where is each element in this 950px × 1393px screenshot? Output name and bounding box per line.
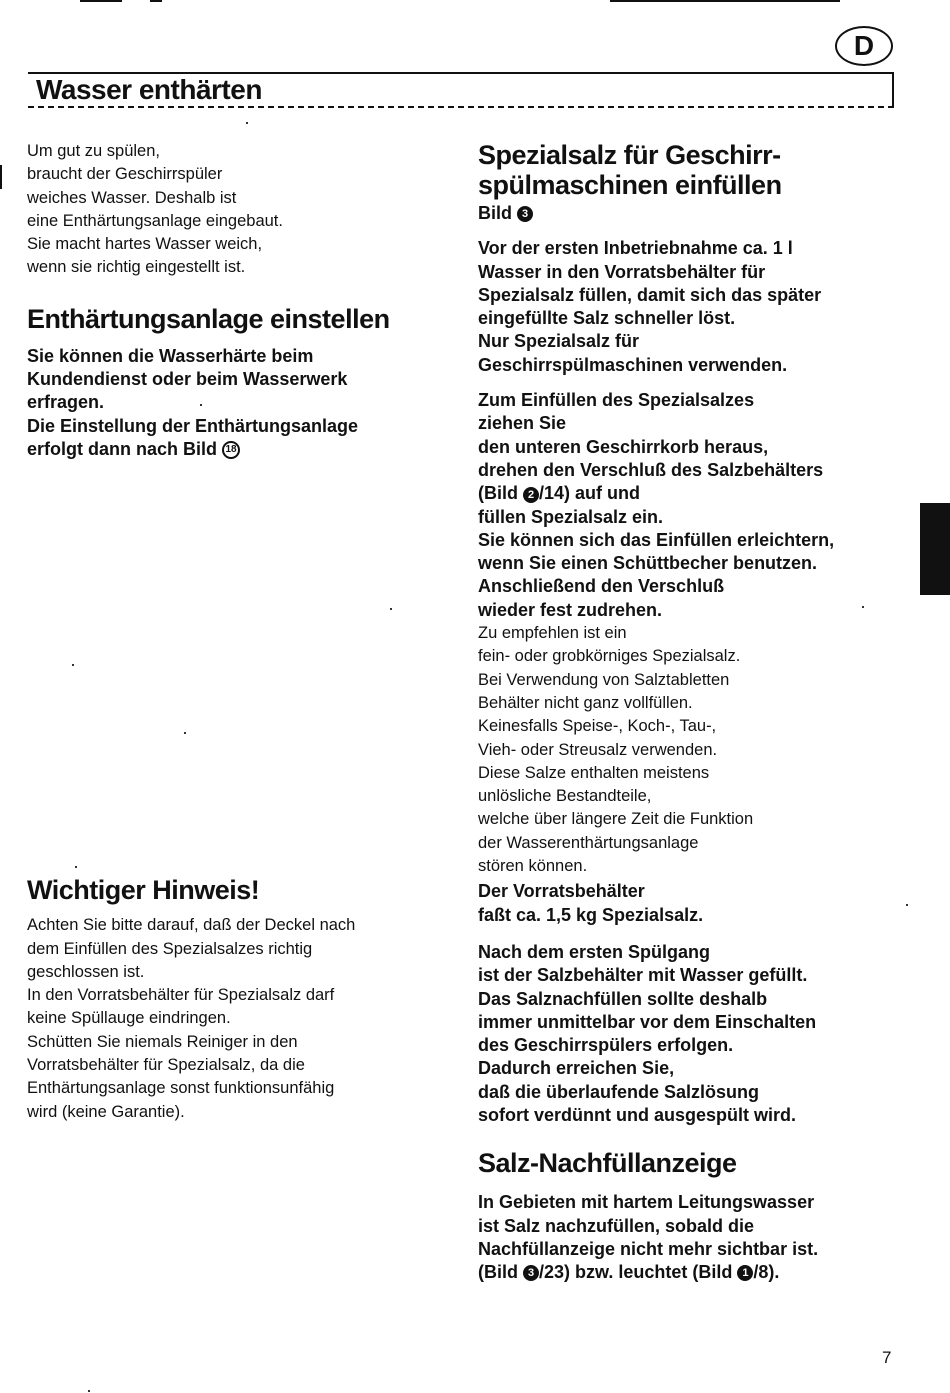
salt-heading-line-1: Spezialsalz für Geschirr-	[478, 140, 781, 170]
fill-line: füllen Spezialsalz ein.	[478, 506, 664, 527]
after-rinse-line: Dadurch erreichen Sie,	[478, 1058, 675, 1079]
section-title: Wasser enthärten	[36, 74, 262, 105]
header-rule-bottom	[28, 106, 894, 108]
advice-line: stören können.	[478, 857, 588, 876]
scan-speck	[906, 904, 908, 906]
capacity-line: Der Vorratsbehälter	[478, 881, 645, 902]
advice-paragraph	[478, 622, 908, 878]
notice-line: Schütten Sie niemals Reiniger in den	[27, 1032, 298, 1051]
first-use-line: Nur Spezialsalz für	[478, 331, 640, 352]
first-use-line: Vor der ersten Inbetriebnahme ca. 1 l	[478, 238, 793, 259]
scan-speck	[88, 1390, 90, 1392]
scan-speck	[72, 664, 74, 666]
notice-line: In den Vorratsbehälter für Spezialsalz darf	[27, 986, 335, 1005]
refill-heading: Salz-Nachfüllanzeige	[478, 1148, 737, 1179]
refill-line: In Gebieten mit hartem Leitungswasser	[478, 1192, 815, 1213]
intro-line: braucht der Geschirrspüler	[27, 165, 223, 184]
fill-line: Anschließend den Verschluß	[478, 576, 725, 597]
after-rinse-line: immer unmittelbar vor dem Einschalten	[478, 1011, 817, 1032]
setup-last-text: erfolgt dann nach Bild	[27, 438, 218, 459]
notice-paragraph	[27, 914, 437, 1124]
salt-figure-ref	[478, 202, 908, 225]
after-rinse-line: daß die überlaufende Salzlösung	[478, 1081, 760, 1102]
fill-line: drehen den Verschluß des Salzbehälters	[478, 459, 824, 480]
intro-line: weiches Wasser. Deshalb ist	[27, 188, 237, 207]
setup-line: erfragen.	[27, 392, 105, 413]
refill-paragraph	[478, 1191, 908, 1284]
fill-line: den unteren Geschirrkorb heraus,	[478, 436, 769, 457]
capacity-line: faßt ca. 1,5 kg Spezialsalz.	[478, 904, 704, 925]
capacity-paragraph	[478, 880, 908, 927]
intro-line: wenn sie richtig eingestellt ist.	[27, 258, 246, 277]
page-number: 7	[882, 1348, 892, 1367]
advice-line: Behälter nicht ganz vollfüllen.	[478, 693, 693, 712]
figure-ref-icon: 1	[737, 1265, 753, 1281]
fill-line: Sie können sich das Einfüllen erleichtern,	[478, 529, 835, 550]
fill-line: wenn Sie einen Schüttbecher benutzen.	[478, 553, 818, 574]
refill-ref-text: (Bild	[478, 1262, 518, 1283]
intro-line: Sie macht hartes Wasser weich,	[27, 235, 263, 254]
refill-ref-text: /8).	[753, 1262, 780, 1283]
first-use-line: Geschirrspülmaschinen verwenden.	[478, 354, 788, 375]
refill-line: ist Salz nachzufüllen, sobald die	[478, 1215, 755, 1236]
advice-line: fein- oder grobkörniges Spezialsalz.	[478, 647, 741, 666]
scan-speck	[184, 732, 186, 734]
section-header	[28, 72, 894, 108]
top-rule-left	[80, 0, 122, 2]
left-column	[27, 140, 437, 1124]
advice-line: Bei Verwendung von Salztabletten	[478, 670, 730, 689]
fill-line	[478, 482, 908, 505]
scan-speck	[200, 404, 202, 406]
advice-line: Vieh- oder Streusalz verwenden.	[478, 740, 718, 759]
notice-heading: Wichtiger Hinweis!	[27, 875, 260, 906]
top-rule-mid	[150, 0, 162, 2]
setup-line: Sie können die Wasserhärte beim	[27, 345, 314, 366]
fill-line: wieder fest zudrehen.	[478, 599, 663, 620]
setup-paragraph	[27, 345, 437, 461]
intro-paragraph	[27, 140, 437, 280]
notice-line: dem Einfüllen des Spezialsalzes richtig	[27, 939, 313, 958]
right-column	[478, 140, 908, 1284]
advice-line: Diese Salze enthalten meistens	[478, 763, 710, 782]
after-rinse-line: Das Salznachfüllen sollte deshalb	[478, 988, 768, 1009]
advice-line: der Wasserenthärtungsanlage	[478, 833, 699, 852]
setup-heading: Enthärtungsanlage einstellen	[27, 303, 390, 334]
setup-line	[27, 438, 437, 461]
refill-line: Nachfüllanzeige nicht mehr sichtbar ist.	[478, 1238, 819, 1259]
advice-line: Zu empfehlen ist ein	[478, 624, 627, 643]
scan-speck	[390, 608, 392, 610]
scan-speck	[862, 606, 864, 608]
notice-line: geschlossen ist.	[27, 962, 145, 981]
after-rinse-line: ist der Salzbehälter mit Wasser gefüllt.	[478, 965, 808, 986]
intro-line: Um gut zu spülen,	[27, 142, 160, 160]
first-use-line: eingefüllte Salz schneller löst.	[478, 308, 736, 329]
scan-speck	[75, 866, 77, 868]
figure-ref-icon: 3	[517, 206, 533, 222]
salt-heading-line-2: spülmaschinen einfüllen	[478, 170, 782, 200]
notice-line: wird (keine Garantie).	[27, 1102, 185, 1121]
fill-ref-close: /14) auf und	[539, 483, 641, 504]
after-rinse-line: Nach dem ersten Spülgang	[478, 941, 711, 962]
advice-line: Keinesfalls Speise-, Koch-, Tau-,	[478, 717, 717, 736]
figure-label: Bild	[478, 203, 512, 223]
figure-ref-icon: 2	[523, 487, 539, 503]
notice-line: Vorratsbehälter für Spezialsalz, da die	[27, 1056, 305, 1075]
first-use-line: Spezialsalz füllen, damit sich das später	[478, 284, 822, 305]
fill-paragraph	[478, 389, 908, 622]
setup-line: Kundendienst oder beim Wasserwerk	[27, 369, 348, 390]
refill-line	[478, 1261, 908, 1284]
notice-line: keine Spüllauge eindringen.	[27, 1009, 231, 1028]
intro-line: eine Enthärtungsanlage eingebaut.	[27, 211, 283, 230]
scan-speck	[246, 122, 248, 124]
advice-line: welche über längere Zeit die Funktion	[478, 810, 754, 829]
header-rule-right	[892, 72, 894, 108]
fill-ref-open: (Bild	[478, 483, 518, 504]
after-rinse-line: des Geschirrspülers erfolgen.	[478, 1035, 734, 1056]
margin-mark	[0, 165, 2, 189]
notice-line: Enthärtungsanlage sonst funktionsunfähig	[27, 1079, 335, 1098]
language-badge: D	[835, 26, 893, 66]
setup-line: Die Einstellung der Enthärtungsanlage	[27, 415, 359, 436]
advice-line: unlösliche Bestandteile,	[478, 787, 652, 806]
notice-line: Achten Sie bitte darauf, daß der Deckel nach	[27, 916, 356, 935]
after-rinse-paragraph	[478, 941, 908, 1127]
fill-line: ziehen Sie	[478, 413, 567, 434]
fill-line: Zum Einfüllen des Spezialsalzes	[478, 390, 755, 411]
figure-ref-icon: 18	[222, 441, 240, 459]
top-rule-right	[610, 0, 840, 2]
after-rinse-line: sofort verdünnt und ausgespült wird.	[478, 1104, 797, 1125]
refill-ref-text: /23) bzw. leuchtet (Bild	[539, 1262, 733, 1283]
chapter-tab	[920, 503, 950, 595]
first-use-paragraph	[478, 237, 908, 377]
first-use-line: Wasser in den Vorratsbehälter für	[478, 261, 766, 282]
figure-ref-icon: 3	[523, 1265, 539, 1281]
